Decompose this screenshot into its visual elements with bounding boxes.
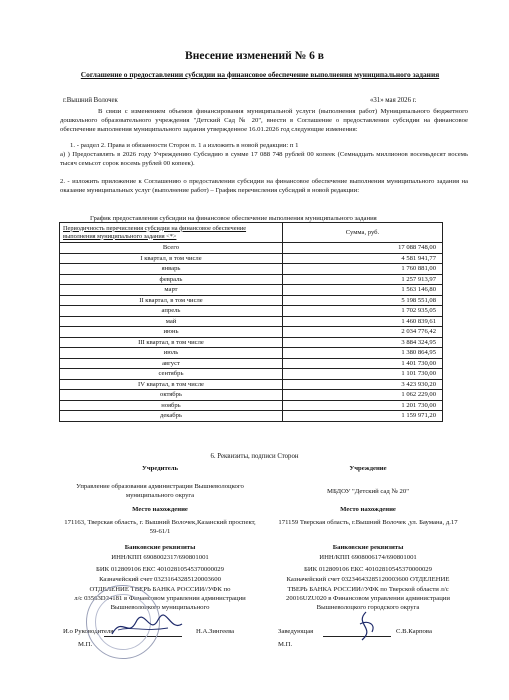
founder-bank-details: л/с 03563D24181 в Финансовом управлении администрации Вышневолоцкого муниципального	[74, 595, 246, 611]
paragraph-item-1a: а) ) Предоставлять в 2026 году Учреждению Субсидию в сумме 17 088 748 рублей 00 копеек (Семнадцать миллионов восемьдесят восемь тысяч семьсот сорок восемь рублей 00 копеек).	[60, 151, 468, 168]
requisites-title: 6. Реквизиты, подписи Сторон	[210, 453, 299, 460]
table-row	[60, 390, 443, 401]
founder-address: 171163, Тверская область, г. Вышний Волочек,Казанский проспект, 59-61/1	[64, 519, 256, 535]
row-sum: 1 563 146,80	[283, 285, 443, 296]
institution-role: Учреждение	[349, 465, 387, 472]
founder-bik: БИК 012809106 ЕКС 40102810545370000029	[96, 566, 224, 573]
row-period: декабрь	[60, 411, 283, 422]
founder-account: Казначейский счет 03231643285120003600	[99, 576, 221, 583]
row-period: ноябрь	[60, 400, 283, 411]
row-sum: 4 581 941,77	[283, 253, 443, 264]
document-subtitle: Соглашение о предоставлении субсидии на финансовое обеспечение выполнения муниципального задания	[80, 70, 440, 79]
institution-bank-label: Банковские реквизиты	[332, 544, 404, 551]
header-period: Периодичность перечисления субсидии на финансовое обеспечение выполнения муниципального задания <*>	[60, 223, 283, 243]
row-sum: 1 460 839,61	[283, 316, 443, 327]
paragraph-intro: В связи с изменением объемов финансирования муниципальной услуги (выполнения работ) Муниципального бюджетного дошкольного образовательного учреждения "Детский Сад № 20", внести в Соглашение о предоставлении субсидии на финансовое обеспечение выполнения муниципального задания утвержденное 16.01.2026 год следующие изменения:	[60, 108, 468, 134]
document-title: Внесение изменений № 6 в	[185, 50, 324, 62]
table-row	[60, 264, 443, 275]
paragraph-item-1: 1. - раздел 2. Права и обязанности Сторон п. 1 а изложить в новой редакции: п 1	[70, 142, 299, 149]
table-row	[60, 243, 443, 254]
date-label: «31» мая 2026 г.	[370, 97, 417, 104]
institution-bank: ТВЕРЬ БАНКА РОССИИ//УФК по Тверской области л/с 20016UZU020 в Финансовом управлении администрации Вышневолоцкого городского округа	[286, 586, 450, 611]
row-sum: 17 088 748,00	[283, 243, 443, 254]
row-sum: 1 760 881,00	[283, 264, 443, 275]
founder-bank-label: Банковские реквизиты	[124, 544, 196, 551]
row-sum: 1 201 730,00	[283, 400, 443, 411]
row-period: IV квартал, в том числе	[60, 379, 283, 390]
institution-mp: М.П.	[278, 641, 293, 648]
place-label: г.Вышний Волочек	[63, 97, 118, 104]
table-row	[60, 327, 443, 338]
founder-sign-label: И.о Руководителя	[63, 628, 114, 635]
institution-inn: ИНН/КПП 6908006174/690801001	[319, 554, 417, 561]
header-sum: Сумма, руб.	[283, 223, 443, 243]
founder-inn: ИНН/КПП 6908002317/690801001	[111, 554, 209, 561]
row-period: январь	[60, 264, 283, 275]
institution-sign-name: С.В.Карпова	[396, 628, 432, 635]
table-row	[60, 337, 443, 348]
row-sum: 1 401 730,00	[283, 358, 443, 369]
row-period: май	[60, 316, 283, 327]
institution-org: МБДОУ "Детский сад № 20"	[327, 488, 409, 495]
row-period: апрель	[60, 306, 283, 317]
institution-location-label: Место нахождение	[340, 506, 396, 513]
founder-location-label: Место нахождение	[132, 506, 188, 513]
row-period: август	[60, 358, 283, 369]
table-header-row	[60, 223, 443, 243]
row-sum: 1 380 864,95	[283, 348, 443, 359]
row-period: Всего	[60, 243, 283, 254]
row-sum: 1 159 971,20	[283, 411, 443, 422]
row-period: октябрь	[60, 390, 283, 401]
table-row	[60, 348, 443, 359]
row-period: март	[60, 285, 283, 296]
founder-org: Управление образования администрации Вышневолоцкого муниципального округа	[76, 483, 244, 499]
row-period: I квартал, в том числе	[60, 253, 283, 264]
row-sum: 3 423 930,20	[283, 379, 443, 390]
row-sum: 1 702 935,05	[283, 306, 443, 317]
row-period: февраль	[60, 274, 283, 285]
founder-bank: ОТДЕЛЕНИЕ ТВЕРЬ БАНКА РОССИИ//УФК по	[89, 586, 231, 593]
institution-sign-label: Заведующая	[278, 628, 314, 635]
table-row	[60, 369, 443, 380]
table-row	[60, 285, 443, 296]
row-period: сентябрь	[60, 369, 283, 380]
schedule-title: График предоставления субсидии на финансовое обеспечение выполнения муниципального задания	[90, 215, 377, 222]
row-sum: 1 257 913,97	[283, 274, 443, 285]
table-row	[60, 295, 443, 306]
founder-signature-icon	[108, 612, 188, 642]
institution-address: 171159 Тверская область, г.Вышний Волочек ,ул. Баумана, д.17	[278, 519, 458, 526]
founder-sign-name: Н.А.Зингеева	[196, 628, 235, 635]
founder-role: Учредитель	[141, 465, 179, 472]
row-period: июль	[60, 348, 283, 359]
schedule-table	[59, 222, 443, 422]
institution-account: Казначейский счет 03234643285120003600 ОТДЕЛЕНИЕ	[286, 576, 450, 583]
table-row	[60, 274, 443, 285]
row-sum: 3 884 324,95	[283, 337, 443, 348]
row-period: III квартал, в том числе	[60, 337, 283, 348]
row-period: II квартал, в том числе	[60, 295, 283, 306]
table-row	[60, 316, 443, 327]
row-sum: 5 198 551,08	[283, 295, 443, 306]
table-row	[60, 253, 443, 264]
row-sum: 1 101 730,00	[283, 369, 443, 380]
founder-mp: М.П.	[78, 641, 93, 648]
table-row	[60, 411, 443, 422]
institution-signature-icon	[346, 610, 386, 644]
row-sum: 1 062 229,00	[283, 390, 443, 401]
row-sum: 2 034 776,42	[283, 327, 443, 338]
table-row	[60, 358, 443, 369]
institution-bik: БИК 012809106 ЕКС 40102810545370000029	[304, 566, 432, 573]
table-row	[60, 379, 443, 390]
table-row	[60, 400, 443, 411]
paragraph-item-2: 2. - изложить приложение к Соглашению о предоставлении субсидии на финансовое обеспечение выполнения муниципального задания на оказание муниципальных услуг (выполнение работ) – График перечисления субсидий в новой редакции:	[60, 178, 468, 195]
row-period: июнь	[60, 327, 283, 338]
table-row	[60, 306, 443, 317]
